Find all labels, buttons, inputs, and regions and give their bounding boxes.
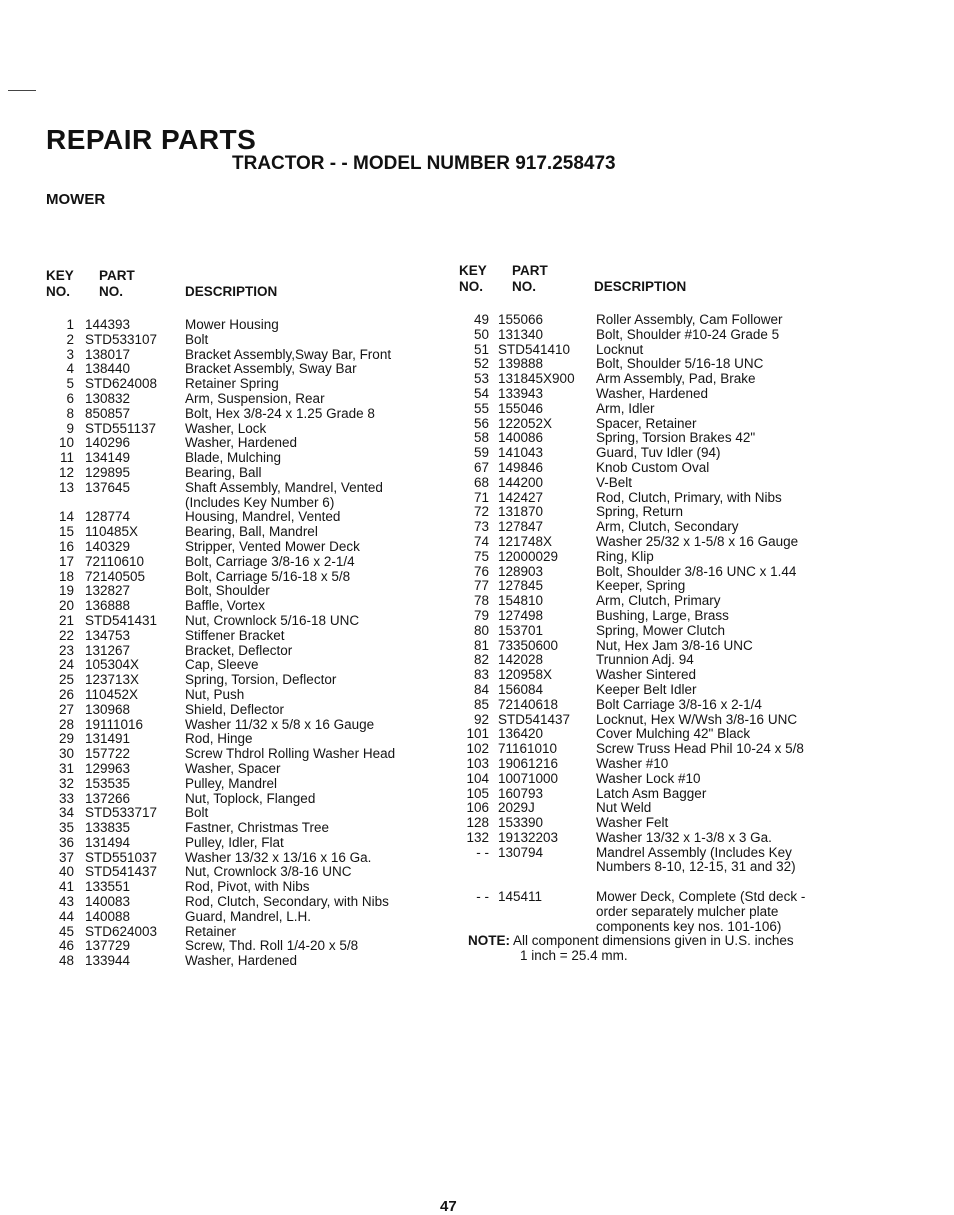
key-no: 44 [58, 908, 74, 924]
description: Bolt, Shoulder 5/16-18 UNC [596, 356, 764, 372]
part-no: 131845X900 [498, 371, 575, 387]
key-no: 35 [58, 820, 74, 836]
part-no: 132827 [85, 583, 131, 599]
part-no: STD541410 [498, 341, 571, 357]
description: Washer 13/32 x 13/16 x 16 Ga. [185, 849, 372, 865]
part-no: 121748X [498, 533, 553, 549]
margin-rule [8, 90, 36, 91]
description: Arm, Clutch, Secondary [596, 519, 739, 535]
description: Ring, Klip [596, 548, 654, 564]
part-no: 128774 [85, 509, 131, 525]
part-no: STD551037 [85, 849, 158, 865]
key-no: 102 [466, 741, 489, 757]
key-no: 75 [473, 548, 489, 564]
part-no: 137645 [85, 479, 131, 495]
key-header-line1: KEY [459, 263, 487, 278]
description: Spring, Torsion, Deflector [185, 672, 337, 688]
part-no: 72140505 [85, 568, 146, 584]
note-conversion: 1 inch = 25.4 mm. [520, 948, 628, 963]
key-no: 9 [66, 420, 74, 436]
part-no: STD624008 [85, 376, 158, 392]
part-no: 110452X [85, 686, 139, 702]
part-no: STD533107 [85, 331, 158, 347]
key-no: 25 [58, 672, 74, 688]
part-no: 140329 [85, 538, 131, 554]
key-no: 68 [473, 474, 489, 490]
key-no: 10 [58, 435, 74, 451]
part-no: 134753 [85, 627, 131, 643]
part-no: 144200 [498, 474, 544, 490]
description: Bolt, Shoulder 3/8-16 UNC x 1.44 [596, 563, 797, 579]
description: Bolt Carriage 3/8-16 x 2-1/4 [596, 696, 762, 712]
key-no: 15 [58, 524, 74, 540]
description: Pulley, Idler, Flat [185, 834, 284, 850]
description: Bolt, Hex 3/8-24 x 1.25 Grade 8 [185, 405, 375, 421]
key-no: 76 [473, 563, 489, 579]
key-no: 55 [473, 400, 489, 416]
key-no: 85 [473, 696, 489, 712]
description: Washer Sintered [596, 667, 697, 683]
key-no: 49 [473, 312, 489, 327]
key-no: 18 [58, 568, 74, 584]
part-header-line2: NO. [512, 279, 537, 294]
part-no: 19111016 [85, 716, 144, 732]
description: Retainer Spring [185, 376, 279, 392]
key-no: 1 [66, 317, 74, 332]
part-no: 140083 [85, 894, 131, 910]
description: Arm Assembly, Pad, Brake [596, 371, 756, 387]
key-no: 31 [58, 760, 74, 776]
description: Nut, Push [185, 686, 245, 702]
key-no: 32 [58, 775, 74, 791]
description: Screw Thdrol Rolling Washer Head [185, 746, 396, 762]
key-no: 106 [466, 800, 489, 816]
description: Nut, Hex Jam 3/8-16 UNC [596, 637, 753, 653]
description: Nut Weld [596, 800, 652, 816]
description: Bolt, Carriage 3/8-16 x 2-1/4 [185, 553, 355, 569]
note-label: NOTE: [468, 933, 510, 948]
description: Spring, Return [596, 504, 684, 520]
key-no: 40 [58, 864, 74, 880]
part-no: 72140618 [498, 696, 559, 712]
part-no: 10071000 [498, 770, 559, 786]
description: Screw Truss Head Phil 10-24 x 5/8 [596, 741, 804, 757]
part-no: 19061216 [498, 755, 559, 771]
part-no: 145411 [498, 889, 543, 905]
key-no: 67 [473, 459, 489, 475]
description: Nut, Crownlock 5/16-18 UNC [185, 612, 360, 628]
part-no: 144393 [85, 317, 131, 332]
part-no: 138440 [85, 361, 131, 377]
key-no: 28 [58, 716, 74, 732]
part-no: 156084 [498, 681, 544, 697]
part-no: 2029J [498, 800, 535, 816]
part-no: 133835 [85, 820, 131, 836]
part-no: 140088 [85, 908, 131, 924]
part-no: 160793 [498, 785, 544, 801]
description: Stiffener Bracket [185, 627, 285, 643]
part-no: 105304X [85, 657, 140, 673]
description: Washer Felt [596, 815, 669, 831]
description: Rod, Clutch, Primary, with Nibs [596, 489, 782, 505]
key-no: 21 [58, 612, 74, 628]
key-no: 103 [466, 755, 489, 771]
description: Bushing, Large, Brass [596, 607, 729, 623]
key-no: 53 [473, 371, 489, 387]
description: Blade, Mulching [185, 450, 282, 466]
key-no: 36 [58, 834, 74, 850]
description: Knob Custom Oval [596, 459, 710, 475]
note-text: All component dimensions given in U.S. inches [513, 933, 794, 948]
part-no: 19132203 [498, 829, 559, 845]
part-no: 153701 [498, 622, 544, 638]
part-no: 149846 [498, 459, 544, 475]
part-no: 131494 [85, 834, 131, 850]
description: Pulley, Mandrel [185, 775, 278, 791]
part-no: 153390 [498, 815, 544, 831]
description: Washer, Spacer [185, 760, 281, 776]
key-header-line2: NO. [46, 284, 71, 299]
description: Washer Lock #10 [596, 770, 701, 786]
key-header-line1: KEY [46, 268, 74, 283]
part-no: 128903 [498, 563, 544, 579]
key-no: 24 [58, 657, 74, 673]
description: Washer 11/32 x 5/8 x 16 Gauge [185, 716, 375, 732]
key-no: 79 [473, 607, 489, 623]
key-no: 34 [58, 805, 74, 821]
key-no: 56 [473, 415, 489, 431]
description: Washer, Lock [185, 420, 267, 436]
description: Nut, Crownlock 3/8-16 UNC [185, 864, 352, 880]
part-no: 157722 [85, 746, 131, 762]
key-no: 104 [466, 770, 489, 786]
description-header: DESCRIPTION [185, 284, 278, 299]
key-no: 92 [473, 711, 489, 727]
key-no: 128 [466, 815, 489, 831]
description: Bolt, Carriage 5/16-18 x 5/8 [185, 568, 351, 584]
part-no: 129895 [85, 464, 131, 480]
key-no: 83 [473, 667, 489, 683]
part-no: 127847 [498, 519, 544, 535]
key-no: 13 [58, 479, 74, 495]
part-no: 134149 [85, 450, 131, 466]
description: Retainer [185, 923, 237, 939]
part-no: 12000029 [498, 548, 559, 564]
description: Bracket Assembly,Sway Bar, Front [185, 346, 392, 362]
model-heading: TRACTOR - - MODEL NUMBER 917.258473 [232, 153, 616, 174]
description: V-Belt [596, 474, 633, 490]
part-no: 127845 [498, 578, 544, 594]
part-no: 154810 [498, 593, 544, 609]
part-no: 139888 [498, 356, 544, 372]
part-no: STD541437 [498, 711, 571, 727]
description: Keeper Belt Idler [596, 681, 697, 697]
part-no: 127498 [498, 607, 544, 623]
part-no: STD533717 [85, 805, 158, 821]
description: (Includes Key Number 6) [185, 494, 335, 510]
description: Arm, Idler [596, 400, 655, 416]
description: Keeper, Spring [596, 578, 686, 594]
description: Spring, Torsion Brakes 42" [596, 430, 756, 446]
key-no: 22 [58, 627, 74, 643]
part-no: 138017 [85, 346, 131, 362]
description: Shield, Deflector [185, 701, 285, 717]
key-no: 11 [59, 450, 74, 466]
description: Bracket, Deflector [185, 642, 293, 658]
description: Washer 13/32 x 1-3/8 x 3 Ga. [596, 829, 772, 845]
key-no: 14 [58, 509, 74, 525]
description: Rod, Hinge [185, 731, 253, 747]
key-no: 54 [473, 385, 489, 401]
dimension-note [468, 933, 794, 963]
description: Washer #10 [596, 755, 669, 771]
key-no: 77 [473, 578, 489, 594]
part-no: 71161010 [498, 741, 558, 757]
key-no: 81 [473, 637, 489, 653]
key-no: 46 [58, 938, 74, 954]
description: Rod, Clutch, Secondary, with Nibs [185, 894, 389, 910]
description: Guard, Mandrel, L.H. [185, 908, 312, 924]
part-no: 129963 [85, 760, 131, 776]
description: Mower Housing [185, 317, 279, 332]
key-no: 19 [58, 583, 74, 599]
part-no: 136888 [85, 598, 131, 614]
part-no: 155046 [498, 400, 544, 416]
key-no: 58 [473, 430, 489, 446]
key-no: 17 [58, 553, 74, 569]
key-no: 43 [58, 894, 74, 910]
key-no: 51 [473, 341, 489, 357]
description: Arm, Suspension, Rear [185, 390, 325, 406]
part-no: 130794 [498, 844, 544, 860]
key-no: 132 [466, 829, 489, 845]
description: Bearing, Ball [185, 464, 262, 480]
description: Numbers 8-10, 12-15, 31 and 32) [596, 859, 796, 875]
part-no: 153535 [85, 775, 131, 791]
description: Roller Assembly, Cam Follower [596, 312, 783, 327]
part-header-line2: NO. [99, 284, 124, 299]
part-no: 133551 [85, 879, 131, 895]
key-no: 3 [66, 346, 74, 362]
key-no: 78 [473, 593, 489, 609]
description: Mandrel Assembly (Includes Key [596, 844, 792, 860]
part-no: 131340 [498, 326, 544, 342]
description: Bracket Assembly, Sway Bar [185, 361, 357, 377]
part-header-line1: PART [99, 268, 135, 283]
part-no: 140296 [85, 435, 131, 451]
part-no: 131870 [498, 504, 544, 520]
key-no: 6 [66, 390, 74, 406]
description: Cover Mulching 42" Black [596, 726, 751, 742]
part-no: 120958X [498, 667, 553, 683]
description: Bearing, Ball, Mandrel [185, 524, 318, 540]
key-no: 101 [466, 726, 489, 742]
description: Washer, Hardened [185, 435, 298, 451]
part-no: 137729 [85, 938, 131, 954]
section-heading: MOWER [46, 191, 106, 208]
description: Mower Deck, Complete (Std deck - [596, 889, 806, 905]
part-no: 142427 [498, 489, 544, 505]
part-no: 131491 [85, 731, 131, 747]
description: Washer, Hardened [185, 953, 298, 969]
part-no: 133944 [85, 953, 131, 969]
key-no: 26 [58, 686, 74, 702]
description: Stripper, Vented Mower Deck [185, 538, 360, 554]
key-no: 45 [58, 923, 74, 939]
key-no: 37 [58, 849, 74, 865]
key-no: 48 [58, 953, 74, 969]
key-no: 30 [58, 746, 74, 762]
description-header: DESCRIPTION [594, 279, 687, 294]
description: Shaft Assembly, Mandrel, Vented [185, 479, 383, 495]
key-no: 71 [473, 489, 489, 505]
part-no: 141043 [498, 445, 544, 461]
part-no: 155066 [498, 312, 544, 327]
part-no: 136420 [498, 726, 544, 742]
page-title: REPAIR PARTS [46, 124, 257, 155]
description: Spacer, Retainer [596, 415, 697, 431]
key-no: 80 [473, 622, 489, 638]
description: Housing, Mandrel, Vented [185, 509, 341, 525]
description: Locknut [596, 341, 644, 357]
part-no: 73350600 [498, 637, 559, 653]
description: Nut, Toplock, Flanged [185, 790, 316, 806]
part-no: 72110610 [85, 553, 145, 569]
key-no: 4 [66, 361, 74, 377]
key-no: 72 [473, 504, 489, 520]
part-no: 123713X [85, 672, 140, 688]
description: Latch Asm Bagger [596, 785, 707, 801]
description: order separately mulcher plate [596, 903, 779, 919]
part-no: STD541437 [85, 864, 158, 880]
key-no: 52 [473, 356, 489, 372]
key-no: 74 [473, 533, 489, 549]
description: Cap, Sleeve [185, 657, 259, 673]
description: Screw, Thd. Roll 1/4-20 x 5/8 [185, 938, 359, 954]
part-no: STD551137 [85, 420, 157, 436]
description: Bolt [185, 805, 209, 821]
part-no: 130968 [85, 701, 131, 717]
key-no: - - [476, 844, 489, 860]
description: Bolt [185, 331, 209, 347]
part-no: 140086 [498, 430, 544, 446]
key-no: 16 [58, 538, 74, 554]
description: components key nos. 101-106) [596, 918, 782, 934]
key-no: 23 [58, 642, 74, 658]
key-no: 82 [473, 652, 489, 668]
description: Trunnion Adj. 94 [596, 652, 694, 668]
key-no: 105 [466, 785, 489, 801]
description: Spring, Mower Clutch [596, 622, 726, 638]
description: Bolt, Shoulder #10-24 Grade 5 [596, 326, 780, 342]
key-no: 29 [58, 731, 74, 747]
part-no: 137266 [85, 790, 131, 806]
description: Baffle, Vortex [185, 598, 266, 614]
key-no: 5 [66, 376, 74, 392]
part-no: 850857 [85, 405, 131, 421]
description: Guard, Tuv Idler (94) [596, 445, 721, 461]
description: Arm, Clutch, Primary [596, 593, 721, 609]
part-no: 131267 [85, 642, 131, 658]
key-no: 8 [66, 405, 74, 421]
key-no: - - [476, 889, 489, 905]
part-no: STD624003 [85, 923, 158, 939]
key-no: 84 [473, 681, 489, 697]
description: Bolt, Shoulder [185, 583, 270, 599]
description: Rod, Pivot, with Nibs [185, 879, 310, 895]
key-no: 2 [66, 331, 74, 347]
key-no: 20 [58, 598, 74, 614]
page-number: 47 [440, 1198, 457, 1215]
key-no: 41 [58, 879, 74, 895]
key-no: 73 [473, 519, 489, 535]
key-no: 33 [58, 790, 74, 806]
description: Fastner, Christmas Tree [185, 820, 330, 836]
part-no: 133943 [498, 385, 544, 401]
description: Locknut, Hex W/Wsh 3/8-16 UNC [596, 711, 798, 727]
description: Washer 25/32 x 1-5/8 x 16 Gauge [596, 533, 799, 549]
part-no: 142028 [498, 652, 544, 668]
key-no: 59 [473, 445, 489, 461]
key-no: 50 [473, 326, 489, 342]
key-no: 27 [58, 701, 74, 717]
key-no: 12 [58, 464, 74, 480]
part-no: 122052X [498, 415, 553, 431]
description: Washer, Hardened [596, 385, 709, 401]
key-header-line2: NO. [459, 279, 484, 294]
part-no: STD541431 [85, 612, 158, 628]
part-no: 130832 [85, 390, 131, 406]
part-no: 110485X [85, 524, 139, 540]
part-header-line1: PART [512, 263, 548, 278]
